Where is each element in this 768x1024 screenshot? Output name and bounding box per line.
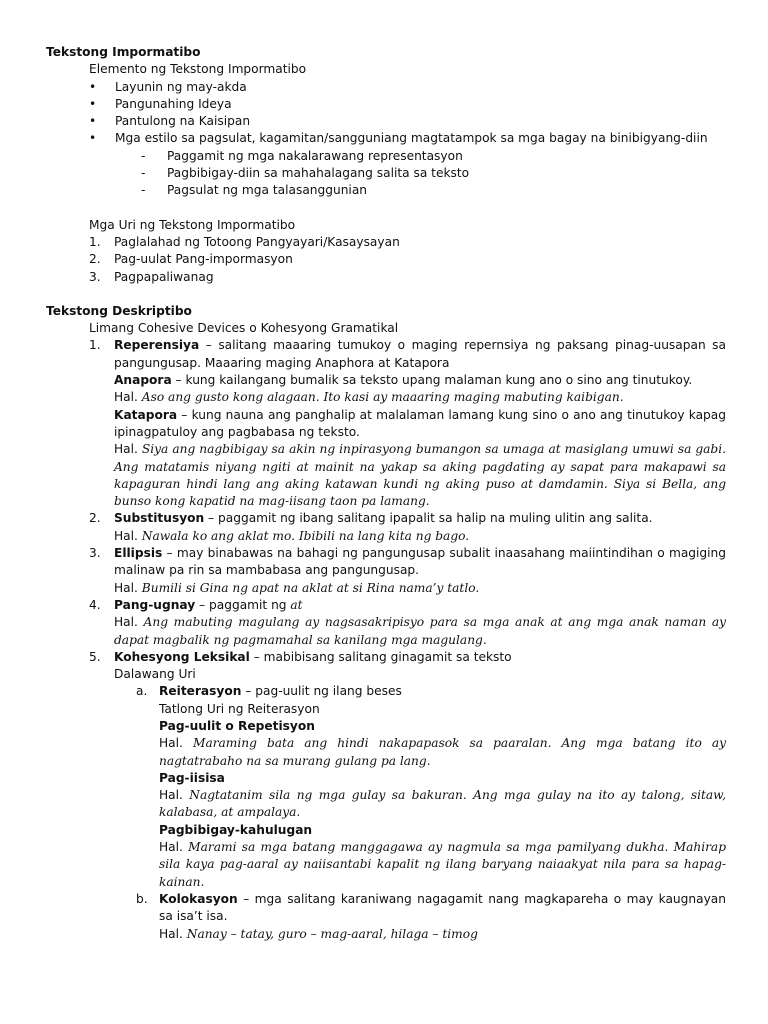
device-item-substitusyon: 2. Substitusyon – paggamit ng ibang salitang ipapalit sa halip na muling ulitin ang salita. Hal. Nawala ko ang aklat mo. Ibibili na lang kita ng bago. [89, 510, 726, 545]
devices-heading: Limang Cohesive Devices o Kohesyong Gramatikal [89, 321, 399, 336]
bullet-icon: • [89, 96, 97, 111]
list-item [141, 165, 726, 182]
list-item-text: Pagbibigay-diin sa mahahalagang salita sa teksto [167, 166, 470, 181]
section-title-deskriptibo: Tekstong Deskriptibo [46, 303, 192, 318]
example: Hal. Siya ang nagbibigay sa akin ng inpirasyong bumangon sa umaga at masiglang umuwi sa gabi. Ang matatamis niyang ngiti at mainit na yakap sa aking pagdating ay sapat para makapawi sa kapaguran hindi lang ang aking katawan kundi ng aking puso at damdamin. Siya si Bella, ang bunso kong kapatid na mag-iisang taon pa lamang. [114, 442, 726, 509]
devices-list [89, 337, 726, 942]
two-types-label: Dalawang Uri [114, 667, 196, 682]
list-item-text: Pantulong na Kaisipan [115, 114, 251, 129]
device-item-pang-ugnay: 4. Pang-ugnay – paggamit ng at Hal. Ang mabuting magulang ay nagsasakripisyo para sa mga anak at ang mga anak naman ay dapat magbalik ng pagmamahal sa kanilang mga magulang. [89, 597, 726, 649]
dash-icon: - [141, 148, 146, 163]
list-item: 2. Pag-uulat Pang-impormasyon [89, 252, 293, 267]
example: Hal. Bumili si Gina ng apat na aklat at si Rina nama’y tatlo. [114, 580, 480, 595]
example: Hal. Aso ang gusto kong alagaan. Ito kasi ay maaaring maging mabuting kaibigan. [114, 390, 624, 405]
list-item [89, 79, 726, 96]
subheading: Pagbibigay-kahulugan [159, 822, 313, 837]
bullet-icon: • [89, 114, 97, 129]
section-title-impormatibo: Tekstong Impormatibo [46, 45, 201, 59]
list-item-text: Paglalahad ng Totoong Pangyayari/Kasaysayan [114, 234, 400, 249]
document-content [46, 44, 726, 943]
list-item [89, 130, 726, 199]
device-item-reperensiya: 1. Reperensiya – salitang maaaring tumukoy o maging repernsiya ng paksang pinag-uusapan sa pangungusap. Maaaring maging Anaphora at Katapora Anapora – kung kailangang bumalik sa teksto upang malaman kung ano o sino ang tinutukoy. Hal. Aso ang gusto kong alagaan. Ito kasi ay maaaring maging mabuting kaibigan. Katapora – kung nauna ang panghalip at malalaman lamang kung sino o ano ang tinutukoy kapag ipinagpatuloy ang pagbabasa ng teksto. Hal. Siya ang nagbibigay sa akin ng inpirasyong bumangon sa umaga at masiglang umuwi sa gabi. Ang matatamis niyang ngiti at mainit na yakap sa aking pagdating ay sapat para makapawi sa kapaguran hindi lang ang aking katawan kundi ng aking puso at damdamin. Siya si Bella, ang bunso kong kapatid na mag-iisang taon pa lamang. [89, 337, 726, 510]
three-types-label: Tatlong Uri ng Reiterasyon [159, 701, 320, 716]
device-item-ellipsis: 3. Ellipsis – may binabawas na bahagi ng pangungusap subalit inaasahang maiintindihan o magiging malinaw pa rin sa mambabasa ang pangungusap. Hal. Bumili si Gina ng apat na aklat at si Rina nama’y tatlo. [89, 545, 726, 597]
example: Hal. Nanay – tatay, guro – mag-aaral, hilaga – timog [159, 926, 478, 941]
types-list [89, 234, 726, 286]
list-item [141, 148, 726, 165]
list-item [89, 96, 726, 113]
style-sublist [141, 148, 726, 200]
dash-icon: - [141, 166, 146, 181]
list-item [141, 182, 726, 199]
list-item-kolokasyon: b. Kolokasyon – mga salitang karaniwang nagagamit nang magkapareha o may kaugnayan sa isa’t isa. Hal. Nanay – tatay, guro – mag-aaral, hilaga – timog [136, 891, 726, 943]
list-item-reiterasyon: a. Reiterasyon – pag-uulit ng ilang beses Tatlong Uri ng Reiterasyon Pag-uulit o Repetisyon Hal. Maraming bata ang hindi nakapapasok sa paaralan. Ang mga batang ito ay nagtatrabaho na sa murang gulang pa lang. Pag-iisisa Hal. Nagtatanim sila ng mga gulay sa bakuran. Ang mga gulay na ito ay talong, sitaw, kalabasa, at ampalaya. Pagbibigay-kahulugan Hal. Marami sa mga batang manggagawa ay nagmula sa mga pamilyang dukha. Mahirap sila kaya pag-aaral ay naiisantabi kapalit ng ilang baryang naiaakyat nila para sa hapag-kainan. [136, 683, 726, 891]
list-item-text: Pangunahing Ideya [115, 96, 232, 111]
list-item-text: Paggamit ng mga nakalarawang representasyon [167, 148, 463, 163]
leksikal-types [136, 683, 726, 942]
elements-list [89, 79, 726, 200]
example: Hal. Nawala ko ang aklat mo. Ibibili na lang kita ng bago. [114, 528, 470, 543]
list-item-text: Pagpapaliwanag [114, 269, 214, 284]
dash-icon: - [141, 183, 146, 198]
example: Hal. Marami sa mga batang manggagawa ay nagmula sa mga pamilyang dukha. Mahirap sila kaya pag-aaral ay naiisantabi kapalit ng ilang baryang naiaakyat nila para sa hapag-kainan. [159, 840, 726, 889]
subheading: Pag-iisisa [159, 770, 225, 785]
elements-heading: Elemento ng Tekstong Impormatibo [89, 62, 307, 77]
bullet-icon: • [89, 79, 97, 94]
list-item-text: Pagsulat ng mga talasanggunian [167, 183, 368, 198]
list-item-text: Pag-uulat Pang-impormasyon [114, 252, 293, 267]
example: Hal. Nagtatanim sila ng mga gulay sa bakuran. Ang mga gulay na ito ay talong, sitaw, kalabasa, at ampalaya. [159, 788, 726, 820]
list-item: 3. Pagpapaliwanag [89, 269, 214, 284]
example: Hal. Ang mabuting magulang ay nagsasakripisyo para sa mga anak at ang mga anak naman ay dapat magbalik ng pagmamahal sa kanilang mga magulang. [114, 615, 726, 647]
types-heading: Mga Uri ng Tekstong Impormatibo [89, 217, 296, 232]
subheading: Pag-uulit o Repetisyon [159, 718, 315, 733]
list-item-text: Mga estilo sa pagsulat, kagamitan/sangguniang magtatampok sa mga bagay na binibigyang-diin [115, 131, 708, 146]
list-item: 1. Paglalahad ng Totoong Pangyayari/Kasaysayan [89, 234, 400, 249]
device-item-kohesyong-leksikal: 5. Kohesyong Leksikal – mabibisang salitang ginagamit sa teksto Dalawang Uri a. Reiterasyon – pag-uulit ng ilang beses Tatlong Uri ng Reiterasyon Pag-uulit o Repetisyon Hal. Maraming bata ang hindi nakapapasok sa paaralan. Ang mga batang ito ay nagtatrabaho na sa murang gulang pa lang. Pag-iisisa Hal. Nagtatanim sila ng mga gulay sa bakuran. Ang mga gulay na ito ay talong, sitaw, kalabasa, at ampalaya. Pagbibigay-kahulugan Hal. Marami sa mga batang manggagawa ay nagmula sa mga pamilyang dukha. Mahirap sila kaya pag-aaral ay naiisantabi kapalit ng ilang baryang naiaakyat nila para sa hapag-kainan. b. Kolokasyon – mga salitang karaniwang nagagamit nang magkapareha o may kaugnayan sa isa’t isa. Hal. Nanay – tatay, guro – mag-aaral, hilaga – timog [89, 649, 726, 943]
example: Hal. Maraming bata ang hindi nakapapasok sa paaralan. Ang mga batang ito ay nagtatrabaho na sa murang gulang pa lang. [159, 736, 726, 768]
list-item-text: Layunin ng may-akda [115, 79, 247, 94]
list-item [89, 113, 726, 130]
bullet-icon: • [89, 131, 97, 146]
